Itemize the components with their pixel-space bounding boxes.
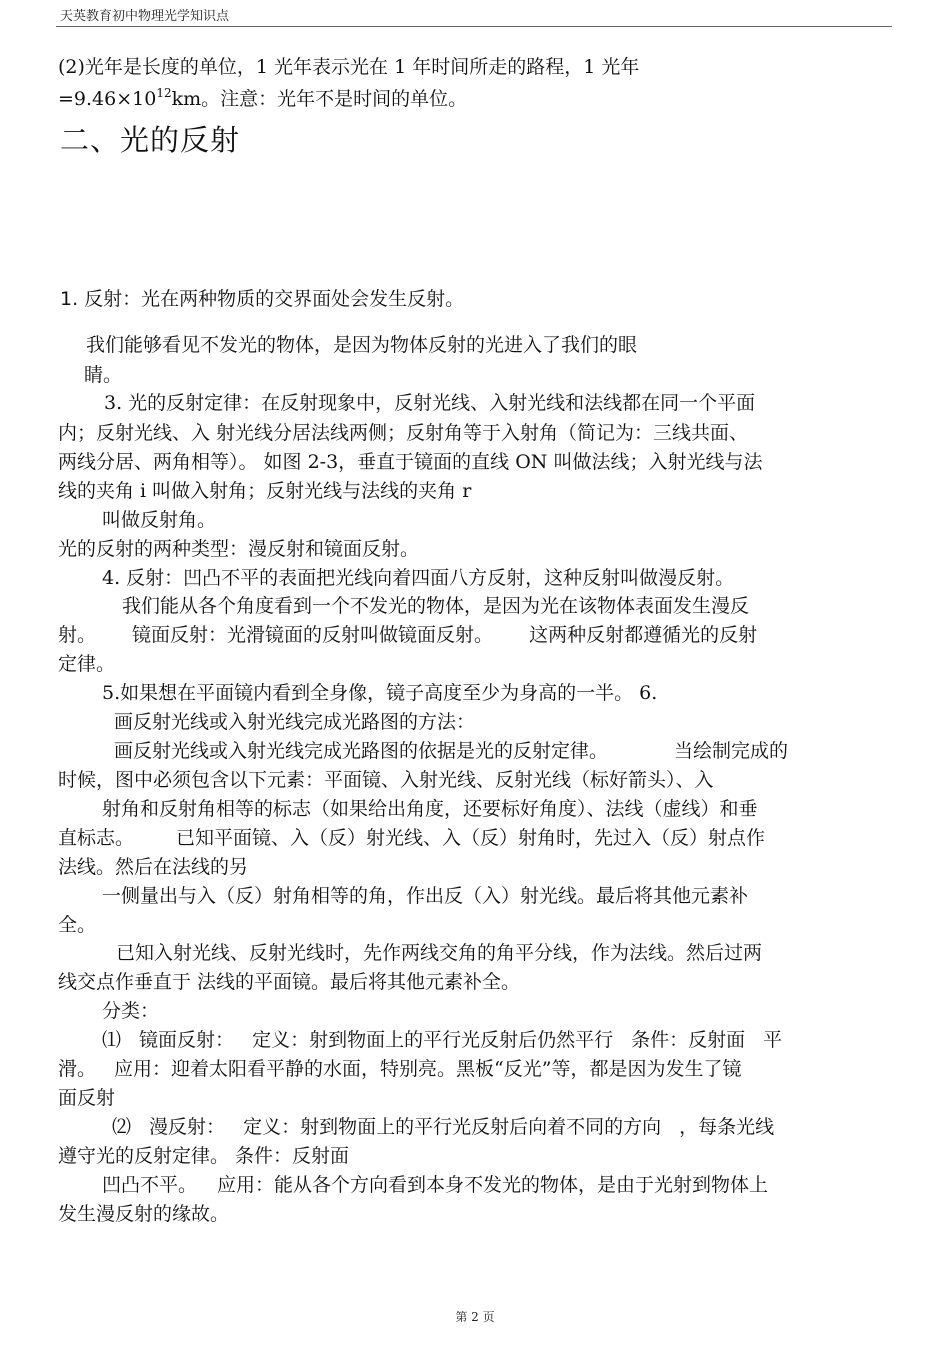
intro-line-1: (2)光年是长度的单位，1 光年表示光在 1 年时间所走的路程，1 光年 xyxy=(58,56,640,78)
body-line: 凹凸不平。 应用：能从各个方向看到本身不发光的物体，是由于光射到物体上 xyxy=(102,1174,769,1196)
body-line: 发生漫反射的缘故。 xyxy=(58,1203,230,1225)
body-line: 法线。然后在法线的另 xyxy=(58,856,249,878)
body-line: 4. 反射：凹凸不平的表面把光线向着四面八方反射，这种反射叫做漫反射。 xyxy=(102,567,735,589)
body-line: 5.如果想在平面镜内看到全身像，镜子高度至少为身高的一半。 6. xyxy=(102,682,658,704)
body-line: 两线分居、两角相等）。 如图 2-3，垂直于镜面的直线 ON 叫做法线；入射光线与法 xyxy=(58,451,763,473)
body-line: 叫做反射角。 xyxy=(102,509,217,531)
intro-line-2 xyxy=(58,86,467,112)
body-line: 3. 光的反射定律：在反射现象中，反射光线、入射光线和法线都在同一个平面 xyxy=(104,392,756,414)
body-line: 直标志。 已知平面镜、入（反）射光线、入（反）射角时，先过入（反）射点作 xyxy=(58,827,766,849)
body-line: 全。 xyxy=(58,914,97,936)
light-year-value: =9.46×10 xyxy=(58,88,157,110)
item-1-number: 1. xyxy=(60,288,79,310)
body-line: 射角和反射角相等的标志（如果给出角度，还要标好角度）、法线（虚线）和垂 xyxy=(102,798,758,820)
body-line: 我们能够看见不发光的物体，是因为物体反射的光进入了我们的眼 xyxy=(86,334,638,356)
page-number: 第 2 页 xyxy=(455,1310,495,1324)
body-line: ⑴ 镜面反射： 定义：射到物面上的平行光反射后仍然平行 条件：反射面 平 xyxy=(102,1029,783,1051)
body-line: 一侧量出与入（反）射角相等的角，作出反（入）射光线。最后将其他元素补 xyxy=(102,885,749,907)
section-title: 二、光的反射 xyxy=(60,123,241,157)
intro-line-2-suffix: km。注意：光年不是时间的单位。 xyxy=(171,88,468,110)
body-line: 定律。 xyxy=(58,653,116,675)
page-header: 天英教育初中物理光学知识点 xyxy=(60,9,230,24)
body-line: 滑。 应用：迎着太阳看平静的水面，特别亮。黑板“反光”等，都是因为发生了镜 xyxy=(58,1058,742,1080)
exponent: 12 xyxy=(156,86,172,100)
body-line: 画反射光线或入射光线完成光路图的依据是光的反射定律。 当绘制完成的 xyxy=(114,740,789,762)
body-line: 射。 镜面反射：光滑镜面的反射叫做镜面反射。 这两种反射都遵循光的反射 xyxy=(58,624,758,646)
body-line: 光的反射的两种类型：漫反射和镜面反射。 xyxy=(58,538,420,560)
body-line: 已知入射光线、反射光线时，先作两线交角的角平分线，作为法线。然后过两 xyxy=(116,942,763,964)
body-line: 线的夹角 i 叫做入射角；反射光线与法线的夹角 r xyxy=(58,480,472,502)
header-divider xyxy=(56,26,892,27)
body-line: 内；反射光线、入 射光线分居法线两侧；反射角等于入射角（简记为：三线共面、 xyxy=(58,422,749,444)
body-line: 线交点作垂直于 法线的平面镜。最后将其他元素补全。 xyxy=(58,971,521,993)
body-line: 分类： xyxy=(102,1000,160,1022)
body-line: 遵守光的反射定律。 条件：反射面 xyxy=(58,1145,350,1167)
body-line: 面反射 xyxy=(58,1087,116,1109)
body-line: 时候，图中必须包含以下元素：平面镜、入射光线、反射光线（标好箭头）、入 xyxy=(58,769,714,791)
item-1 xyxy=(60,286,464,312)
body-line: 睛。 xyxy=(84,364,123,386)
body-line: 画反射光线或入射光线完成光路图的方法： xyxy=(114,711,476,733)
body-line: ⑵ 漫反射： 定义：射到物面上的平行光反射后向着不同的方向 ，每条光线 xyxy=(112,1116,775,1138)
body-line: 我们能从各个角度看到一个不发光的物体，是因为光在该物体表面发生漫反 xyxy=(122,595,750,617)
item-1-text: 反射：光在两种物质的交界面处会发生反射。 xyxy=(78,288,465,310)
